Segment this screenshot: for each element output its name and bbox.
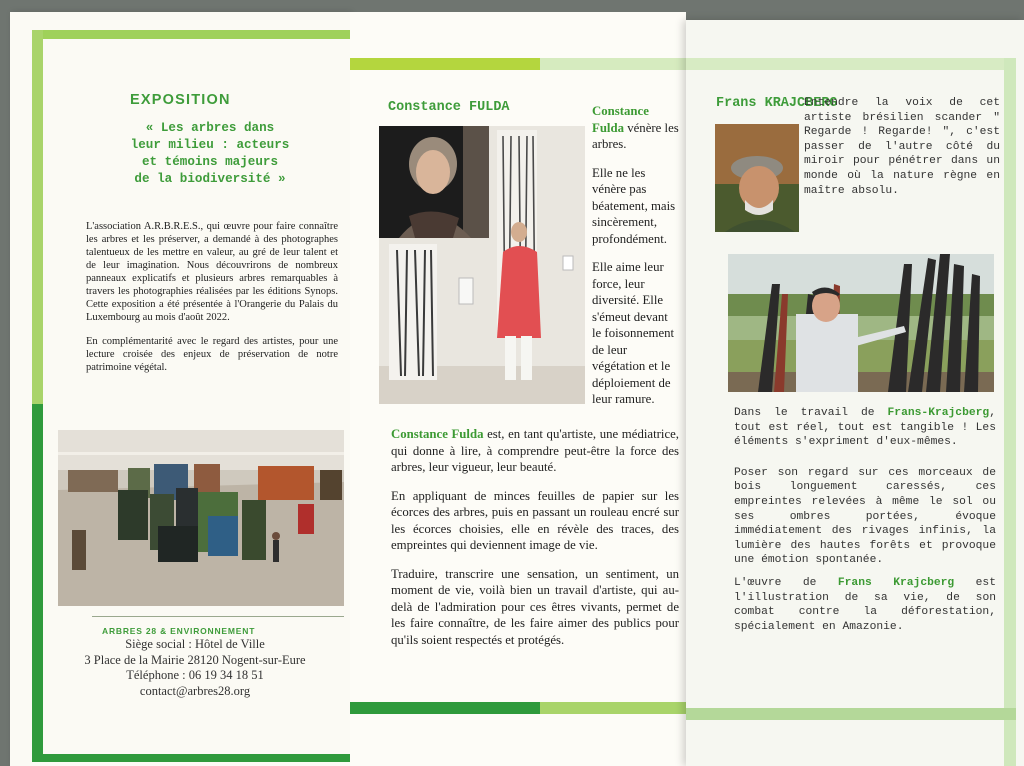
body-paragraph: Dans le travail de [734, 407, 888, 419]
complement-paragraph: En complémentarité avec le regard des artistes, pour une lecture croisée des enjeux de préservation de notre patrimoine végétal. [86, 336, 338, 373]
frame-left [32, 404, 43, 762]
body-paragraph: L'œuvre de [734, 576, 838, 589]
email-line: contact@arbres28.org [139, 683, 251, 698]
frame-bottom [686, 708, 1016, 720]
artist-gallery-photo [379, 126, 585, 404]
right-panel [686, 20, 1024, 766]
frame-top [350, 58, 540, 70]
intro-paragraph: L'association A.R.B.R.E.S., qui œuvre pour faire connaître les arbres et les préserver, a demandé à des photographes talentueux de les mettre en valeur, au gré de leur talent et de leur imagination. Nous découvrirons de nombreux panneaux explicatifs et plusieurs arbres remarquables à travers les photographies réalisées par les éditions Synops. Cette exposition a été présentée à l'Orangerie du Palais du Luxembourg au mois d'août 2022. [86, 221, 338, 323]
title-line: de la biodiversité » [134, 172, 286, 186]
title-line: leur milieu : acteurs [130, 138, 290, 152]
intro-text [86, 220, 338, 385]
artist-title: Constance FULDA [388, 100, 510, 115]
artist-name-inline: Frans-Krajcberg [887, 407, 990, 419]
phone-line: Téléphone : 06 19 34 18 51 [126, 668, 264, 682]
exhibition-photo [58, 430, 344, 606]
address-line: 3 Place de la Mairie 28120 Nogent-sur-Eure [84, 652, 306, 667]
frame-top [686, 58, 1010, 70]
side-paragraph: vénère les arbres. [592, 120, 679, 151]
frame-right [1004, 58, 1016, 766]
sculpture-photo [728, 254, 994, 392]
body-text [734, 406, 996, 642]
exhibition-title [90, 120, 330, 188]
frame-bottom [540, 702, 686, 714]
main-paragraph: Traduire, transcrire une sensation, un sentiment, un moment de vie, voilà bien un travail d'artiste, qui au-delà de l'admiration pour ces êtres vivants, permet de les faire connaître, de les faire aimer des publics pour qu'ils soient respectés et protégés. [391, 566, 679, 647]
main-paragraph: En appliquant de minces feuilles de papier sur les écorces des arbres, puis en passant un rouleau encré sur les écorces choisies, elle en révèle des traces, des empreintes qui deviennent image de vie. [391, 488, 679, 552]
artist-name-inline: Constance Fulda [391, 427, 484, 441]
frame-top [540, 58, 686, 70]
artist-name-inline: Frans Krajcberg [837, 576, 955, 589]
title-line: et témoins majeurs [141, 155, 279, 169]
side-paragraph: Elle ne les vénère pas béatement, mais sincèrement, profondément. [592, 165, 676, 246]
artist-title: Frans KRAJCBERG [716, 96, 838, 111]
artist-name-inline: Constance Fulda [592, 104, 649, 135]
intro-text: Entendre la voix de cet artiste brésilien scander " Regarde ! Regarde! ", c'est passer de l'autre côté du miroir pour pénétrer dans un monde où la nature règne en maître absolu. [804, 97, 1000, 197]
body-paragraph: Poser son regard sur ces morceaux de bois longuement caressés, ces empreintes relevées à même le sol ou ses ombres portées, évoque immédiatement des rivages infinis, la lumière des hautes forêts et provoque une émotion spontanée. [734, 466, 996, 567]
exposition-heading: EXPOSITION [130, 92, 231, 108]
main-paragraph: est, en tant qu'artiste, une médiatrice, qui donne à lire, à comprendre peut-être la force des arbres, leur vigueur, leur beauté. [391, 427, 680, 474]
main-text [391, 426, 679, 660]
frame-top [32, 30, 350, 39]
side-text [592, 103, 680, 420]
side-paragraph: Elle aime leur force, leur diversité. Elle s'émeut devant le foisonnement de leur végétation et le déploiement de leur ramure. [592, 260, 675, 406]
body-paragraph: est l'illustration de sa vie, de son combat contre la déforestation, spécialement en Amazonie. [734, 576, 996, 633]
divider [92, 616, 344, 617]
org-name: ARBRES 28 & ENVIRONNEMENT [102, 626, 256, 636]
frame-bottom [350, 702, 540, 714]
middle-panel [350, 12, 686, 766]
frame-bottom [32, 754, 350, 762]
title-line: « Les arbres dans [145, 121, 275, 135]
left-panel [10, 12, 350, 766]
contact-block [50, 637, 340, 699]
frame-left [32, 30, 43, 404]
artist-portrait-photo [715, 124, 799, 232]
body-paragraph: , tout est réel, tout est tangible ! Les éléments s'expriment d'eux-mêmes. [734, 407, 996, 449]
address-line: Siège social : Hôtel de Ville [125, 637, 265, 651]
